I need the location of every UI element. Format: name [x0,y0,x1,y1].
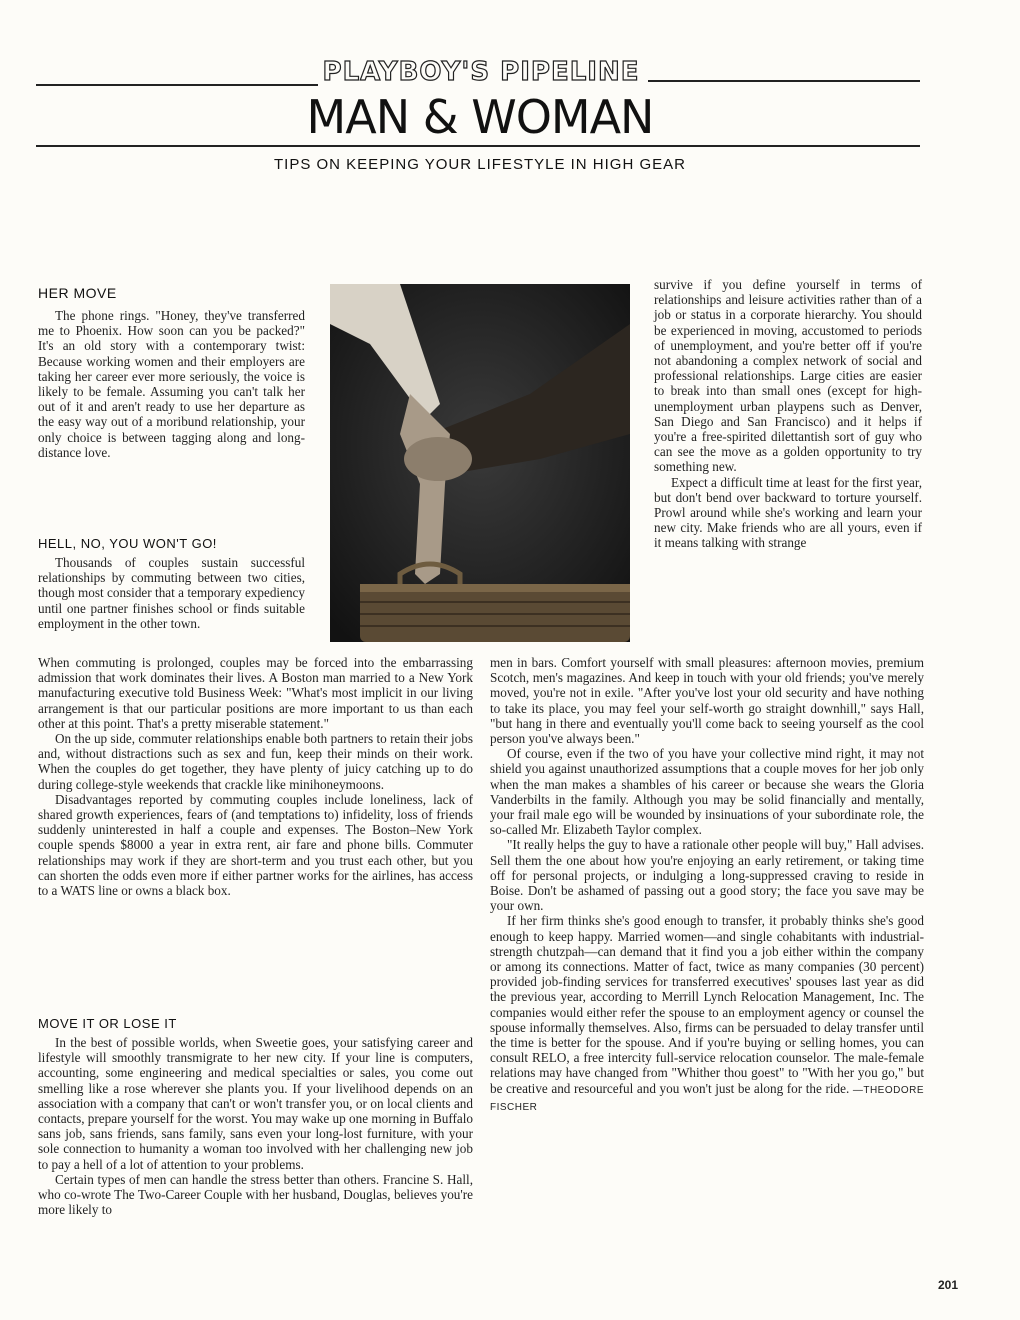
heading-move-it: MOVE IT OR LOSE IT [38,1016,177,1031]
lower-left-column [38,655,473,898]
paragraph: On the up side, commuter relationships enable both partners to retain their jobs and, without distractions such as sex and fun, keep their minds on their work. When the couples do get together, they have plenty of juicy catching up to do during college-style weekends that crackle like minihoneymoons. [38,731,473,792]
left-column-top [38,308,305,460]
paragraph: Certain types of men can handle the stress better than others. Francine S. Hall, who co-wrote The Two-Career Couple with her husband, Douglas, believes you're more likely to [38,1171,473,1218]
paragraph: Of course, even if the two of you have your collective mind right, it may not shield you against unauthorized assumptions that a couple moves for her job only when the man makes a shambles of his career or because she wears the Gloria Vanderbilts in the family. Although you may be solid financially and mentally, your frail male ego will be wounded by insinuations of your subordinate role, the so-called Mr. Elizabeth Taylor complex. [490,746,924,838]
photo-handshake-briefcase [330,284,630,642]
lower-left-column-2 [38,1035,473,1217]
paragraph: The phone rings. "Honey, they've transferred me to Phoenix. How soon can you be packed?" It's an old story with a contemporary twist: Because working women and their employers are taking her career ever more seriously, the voice is likely to be female. Assuming you can't talk her out of it and aren't ready to use her departure as the easy way out of a moribund relationship, your only choice is between tagging along and long-distance love. [38,308,305,460]
paragraph: "It really helps the guy to have a rationale other people will buy," Hall advises. Sell them the one about how you're enjoying an early retirement, or taking time off for personal projects, or indulging a long-suppressed craving to reside in Boise. Don't be ashamed of passing out a good story; the face you save may be your own. [490,837,924,914]
lower-right-column [490,655,924,1115]
heading-her-move: HER MOVE [38,285,117,301]
paragraph: When commuting is prolonged, couples may be forced into the embarrassing admission that work dominates their lives. A Boston man married to a New York manufacturing executive told Business Week: "What's most implicit in our living arrangement is that our particular positions are more important to us than each other at this point. That's a pretty miserable statement." [38,655,473,731]
right-column-top [654,277,922,551]
paragraph: men in bars. Comfort yourself with small pleasures: afternoon movies, premium Scotch, men's magazines. And keep in touch with your old friends; you've merely moved, you're not in exile. "After you've lost your old security and have nothing to take its place, you may feel your self-worth go straight downhill," says Hall, "but hang in there and eventually you'll come back to seeing yourself as the cool person you've always been." [490,655,924,747]
article-title: MAN & WOMAN [306,90,654,144]
masthead-rule-left [36,84,318,86]
paragraph: Expect a difficult time at least for the first year, but don't bend over backward to torture yourself. Prowl around while she's working and learn your new city. Make friends who are all yours, even if it means talking with strange [654,474,922,551]
masthead-rule-right [648,80,920,82]
paragraph: In the best of possible worlds, when Sweetie goes, your satisfying career and lifestyle will smoothly transmigrate to her new city. If your line is computers, accounting, some engineering and medical specialties or sales, you come out smelling like a rose wherever she plants you. If your livelihood depends on an association with a company that can't or won't transfer you, or on local clients and contacts, prepare yourself for the worst. You may wake up one morning in Buffalo sans job, sans friends, sans family, sans even your long-lost furniture, with your sole connection to humanity a woman too involved with her challenging new job to pay a hell of a lot of attention to your problems. [38,1035,473,1172]
byline: —THEODORE FISCHER [490,1084,925,1113]
paragraph [490,913,924,1115]
paragraph: Thousands of couples sustain successful relationships by commuting between two cities, though most consider that a temporary expediency until one partner finishes school or finds suitable employment in the other town. [38,555,305,631]
paragraph: Disadvantages reported by commuting couples include loneliness, lack of shared growth experiences, fears of (and temptations to) infidelity, loss of friends suddenly uninterested in half a couple and expenses. The Boston–New York couple spends $8000 a year in extra rent, air fare and phone bills. Commuter relationships may work if they are short-term and you trust each other, but you can shorten the odds even more if either partner works for the airlines, has access to a WATS line or owns a black box. [38,791,473,899]
photo-illustration [330,284,630,642]
paragraph-text: If her firm thinks she's good enough to transfer, it probably thinks she's good enough to keep happy. Married women—and single cohabitants with industrial-strength chutzpah—can demand that it find you a job either within the company or among its connections. Matter of fact, twice as many companies (30 percent) provided job-finding services for transferred executives' spouses last year as did the previous year, according to Merrill Lynch Relocation Management, Inc. The companies would either refer the spouse to an employment agency or counsel the spouse informally themselves. Also, firms can be persuaded to delay transfer until the time is better for the spouse. And if you're buying or selling homes, you can consult RELO, a free intercity full-service relocation counselor. The male-female relations may have changed from "Whither thou goest" to "With her you go," but be creative and resourceful and you won't just be along for the ride. [490,913,924,1096]
paragraph: survive if you define yourself in terms of relationships and leisure activities rather than of a job or status in a corporate hierarchy. You should be experienced in moving, accustomed to periods of unemployment, and you're better off if you're not abandoning a complex network of social and professional relationships. Large cities are easier to break into than small ones (except for high-unemployment urban playpens such as Denver, San Diego and San Francisco) and it helps if you're a free-spirited dilettantish sort of guy who can see the move as a golden opportunity to try something new. [654,277,922,475]
title-rule [36,145,920,147]
page-number: 201 [938,1278,959,1292]
left-column-mid [38,555,305,631]
article-subtitle: TIPS ON KEEPING YOUR LIFESTYLE IN HIGH GEAR [274,156,686,173]
heading-hell-no: HELL, NO, YOU WON'T GO! [38,536,217,551]
section-title: PLAYBOY'S PIPELINE [322,57,640,87]
